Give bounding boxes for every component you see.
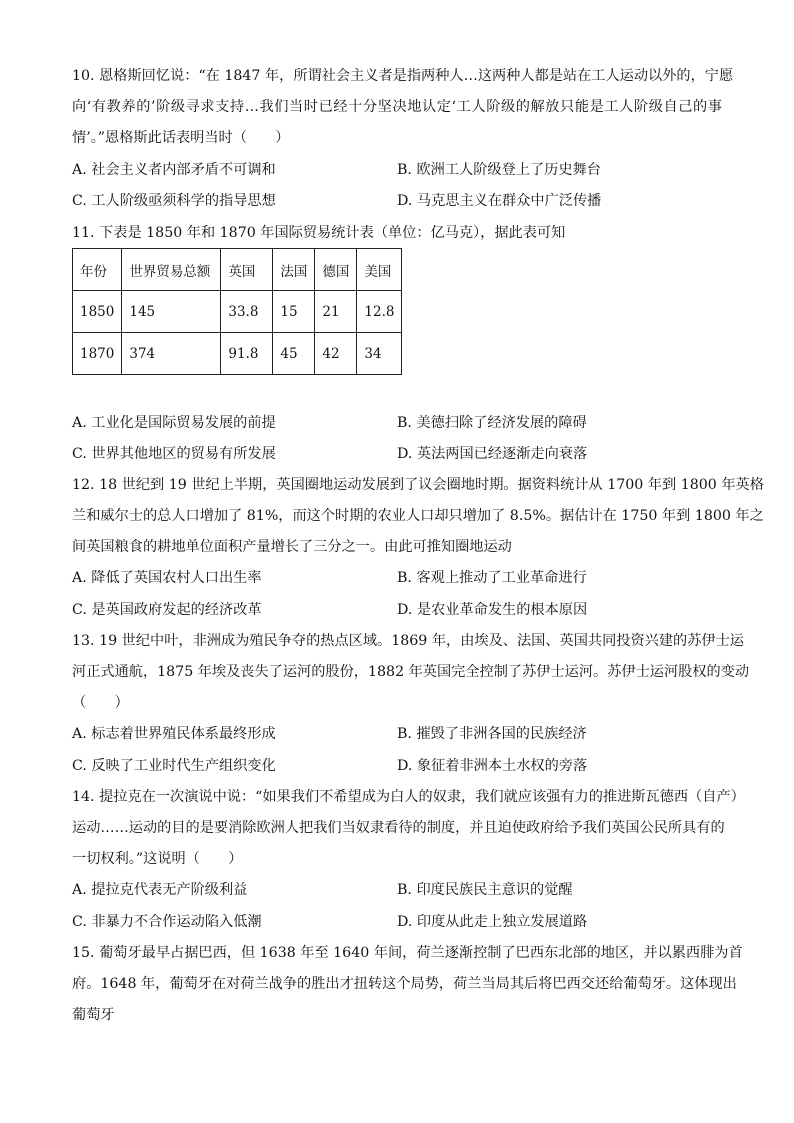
table-cell: 15 — [273, 291, 315, 333]
q14-stem-line-3: 一切权利。”这说明（ ） — [72, 851, 243, 867]
table-cell: 21 — [315, 291, 357, 333]
table-header-cell: 英国 — [221, 249, 273, 291]
q10-option-c[interactable]: C. 工人阶级亟须科学的指导思想 — [72, 193, 276, 209]
q11-option-d[interactable]: D. 英法两国已经逐渐走向衰落 — [397, 446, 588, 462]
table-cell: 45 — [273, 333, 315, 375]
table-header-cell: 法国 — [273, 249, 315, 291]
q13-stem-line-2: 河正式通航，1875 年埃及丧失了运河的股份，1882 年英国完全控制了苏伊士运河。苏伊士运河股权的变动 — [72, 664, 750, 680]
table-row — [73, 291, 402, 333]
table-cell: 1870 — [73, 333, 122, 375]
table-header-cell: 美国 — [357, 249, 402, 291]
q11-option-a[interactable]: A. 工业化是国际贸易发展的前提 — [72, 415, 276, 431]
q12-option-c[interactable]: C. 是英国政府发起的经济改革 — [72, 602, 262, 618]
q10-option-a[interactable]: A. 社会主义者内部矛盾不可调和 — [72, 162, 276, 178]
q10-stem-line-1: 10. 恩格斯回忆说：“在 1847 年，所谓社会主义者是指两种人…这两种人都是站在工人运动以外的，宁愿 — [72, 68, 734, 84]
q12-option-a[interactable]: A. 降低了英国农村人口出生率 — [72, 570, 262, 586]
q14-option-a[interactable]: A. 提拉克代表无产阶级利益 — [72, 882, 248, 898]
table-cell: 12.8 — [357, 291, 402, 333]
q10-option-d[interactable]: D. 马克思主义在群众中广泛传播 — [397, 193, 602, 209]
table-cell: 34 — [357, 333, 402, 375]
q11-option-c[interactable]: C. 世界其他地区的贸易有所发展 — [72, 446, 276, 462]
q13-stem-line-1: 13. 19 世纪中叶，非洲成为殖民争夺的热点区域。1869 年，由埃及、法国、英国共同投资兴建的苏伊士运 — [72, 633, 744, 649]
q13-option-b[interactable]: B. 摧毁了非洲各国的民族经济 — [397, 726, 587, 742]
q14-option-c[interactable]: C. 非暴力不合作运动陷入低潮 — [72, 914, 262, 930]
q14-stem-line-2: 运动……运动的目的是要消除欧洲人把我们当奴隶看待的制度，并且迫使政府给予我们英国公民所具有的 — [72, 820, 725, 836]
q14-option-d[interactable]: D. 印度从此走上独立发展道路 — [397, 914, 588, 930]
table-header-cell: 德国 — [315, 249, 357, 291]
q14-option-b[interactable]: B. 印度民族民主意识的觉醒 — [397, 882, 573, 898]
q12-option-b[interactable]: B. 客观上推动了工业革命进行 — [397, 570, 587, 586]
q12-stem-line-3: 间英国粮食的耕地单位面积产量增长了三分之一。由此可推知圈地运动 — [72, 539, 512, 555]
q15-stem-line-3: 葡萄牙 — [72, 1007, 115, 1023]
table-cell: 33.8 — [221, 291, 273, 333]
q15-stem-line-1: 15. 葡萄牙最早占据巴西，但 1638 年至 1640 年间，荷兰逐渐控制了巴西东北部的地区，并以累西腓为首 — [72, 945, 743, 961]
q10-stem-line-3: 情’。”恩格斯此话表明当时（ ） — [72, 130, 290, 146]
table-cell: 91.8 — [221, 333, 273, 375]
table-cell: 1850 — [73, 291, 122, 333]
table-row — [73, 333, 402, 375]
table-header-row — [73, 249, 402, 291]
q11-stem: 11. 下表是 1850 年和 1870 年国际贸易统计表（单位：亿马克），据此表可知 — [72, 225, 566, 241]
q12-stem-line-2: 兰和威尔士的总人口增加了 81%，而这个时期的农业人口却只增加了 8.5%。据估计在 1750 年到 1800 年之 — [72, 508, 764, 524]
q15-stem-line-2: 府。1648 年，葡萄牙在对荷兰战争的胜出才扭转这个局势，荷兰当局其后将巴西交还给葡萄牙。这体现出 — [72, 976, 737, 992]
q14-stem-line-1: 14. 提拉克在一次演说中说：“如果我们不希望成为白人的奴隶，我们就应该强有力的推进斯瓦德西（自产） — [72, 789, 745, 805]
q13-option-a[interactable]: A. 标志着世界殖民体系最终形成 — [72, 726, 276, 742]
table-cell: 374 — [122, 333, 221, 375]
q13-option-c[interactable]: C. 反映了工业时代生产组织变化 — [72, 758, 276, 774]
q11-option-b[interactable]: B. 美德扫除了经济发展的障碍 — [397, 415, 587, 431]
q10-stem-line-2: 向‘有教养的’阶级寻求支持…我们当时已经十分坚决地认定‘工人阶级的解放只能是工人阶级自己的事 — [72, 99, 722, 115]
q13-option-d[interactable]: D. 象征着非洲本土水权的旁落 — [397, 758, 588, 774]
q12-option-d[interactable]: D. 是农业革命发生的根本原因 — [397, 602, 588, 618]
q12-stem-line-1: 12. 18 世纪到 19 世纪上半期，英国圈地运动发展到了议会圈地时期。据资料统计从 1700 年到 1800 年英格 — [72, 477, 764, 493]
table-cell: 145 — [122, 291, 221, 333]
table-header-cell: 世界贸易总额 — [122, 249, 221, 291]
q13-stem-line-3: （ ） — [72, 695, 129, 711]
trade-statistics-table — [72, 248, 402, 375]
table-header-cell: 年份 — [73, 249, 122, 291]
table-cell: 42 — [315, 333, 357, 375]
q10-option-b[interactable]: B. 欧洲工人阶级登上了历史舞台 — [397, 162, 601, 178]
